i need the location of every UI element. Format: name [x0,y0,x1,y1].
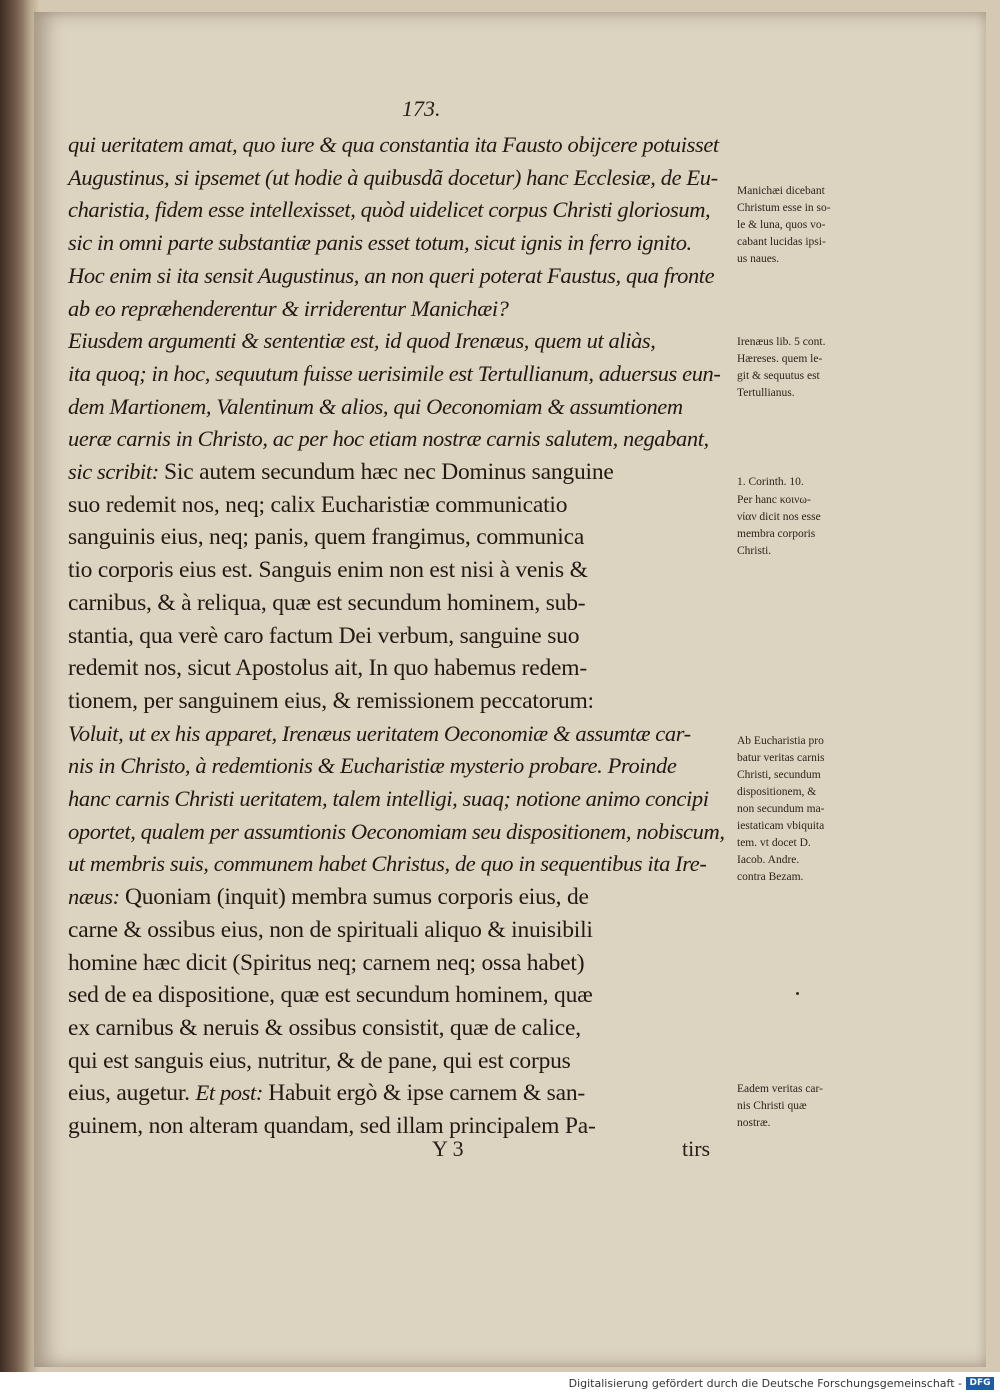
side-note-line: Iacob. Andre. [737,854,800,866]
text-segment: Sic autem secundum hæc nec Dominus sanguine [164,459,614,485]
text-segment: ut membris suis, communem habet Christus, de quo in sequentibus ita Ire- [68,851,707,877]
side-note [737,334,825,402]
text-line [68,328,656,354]
side-note-line: git & sequutus est [737,370,820,382]
text-segment: tio corporis eius est. Sanguis enim non est nisi à venis & [68,557,588,584]
text-line [68,197,710,223]
side-note [737,474,804,491]
page-number: 173. [402,96,441,121]
side-note-line: 1. Corinth. 10. [737,476,804,488]
side-note-line: Irenæus lib. 5 cont. [737,336,826,348]
side-note [737,492,821,560]
text-segment: Hoc enim si ita sensit Augustinus, an non queri poterat Faustus, qua fronte [68,262,715,288]
side-note-line: νίαν dicit nos esse [737,511,821,523]
text-line [68,1048,571,1075]
side-note-line: Ab Eucharistia pro [737,735,824,747]
text-segment: qui est sanguis eius, nutritur, & de pane, qui est corpus [68,1047,571,1074]
text-line [68,623,579,650]
text-line [68,1080,585,1107]
text-segment: homine hæc dicit (Spiritus neq; carnem neq; ossa habet) [68,949,585,976]
text-segment: Augustinus, si ipsemet (ut hodie à quibusdã docetur) hanc Ecclesiæ, de Eu- [68,164,718,190]
text-segment: sanguinis eius, neq; panis, quem frangimus, communica [68,524,585,551]
text-line [68,753,676,779]
text-segment: sed de ea dispositione, quæ est secundum hominem, quæ [68,982,593,1009]
text-segment: tionem, per sanguinem eius, & remissionem peccatorum: [68,687,594,714]
catchword: tirs [682,1136,711,1161]
signature-mark: Y 3 [432,1136,464,1161]
side-note-line: batur veritas carnis [737,752,825,764]
text-line [68,884,589,911]
ink-speck [796,992,799,995]
text-segment: Eiusdem argumenti & sententiæ est, id quod Irenæus, quem ut aliàs, [68,328,656,354]
text-segment: ita quoq; in hoc, sequutum fuisse uerisimile est Tertullianum, aduersus eun- [68,360,721,386]
text-line [68,655,587,682]
text-segment: dem Martionem, Valentinum & alios, qui Oeconomiam & assumtionem [68,393,683,419]
side-note-line: nostræ. [737,1117,771,1129]
side-note-line: iestaticam vbiquita [737,820,825,832]
text-line [68,917,593,944]
side-note-line: tem. vt docet D. [737,837,811,849]
text-segment: Et post: [195,1080,269,1106]
text-segment: Habuit ergò & ipse carnem & san- [268,1080,586,1107]
text-line [68,524,584,551]
side-note-line: Manichæi dicebant [737,185,825,197]
side-note-line: Christi. [737,545,772,557]
footer-bar [0,1372,1000,1395]
text-segment: carne & ossibus eius, non de spirituali aliquo & inuisibili [68,916,593,943]
text-line [68,394,683,420]
text-segment: stantia, qua verè caro factum Dei verbum, sanguine suo [68,622,580,649]
text-line [68,165,718,191]
text-segment: ueræ carnis in Christo, ac per hoc etiam nostræ carnis salutem, negabant, [68,426,709,452]
text-line [68,426,709,452]
footer-credit: Digitalisierung gefördert durch die Deutsche Forschungsgemeinschaft - [568,1377,962,1390]
text-segment: eius, augetur. [68,1080,196,1107]
side-note [737,1081,823,1132]
text-segment: Voluit, ut ex his apparet, Irenæus ueritatem Oeconomiæ & assumtæ car- [68,720,691,746]
side-note-line: non secundum ma- [737,803,825,815]
text-segment: ab eo repræhenderentur & irriderentur Manichæi? [68,295,509,321]
text-line [68,786,709,812]
side-note-line: nis Christi quæ [737,1100,807,1112]
text-segment: nis in Christo, à redemtionis & Eucharistiæ mysterio probare. Proinde [68,753,677,779]
dfg-logo: DFG [966,1377,994,1390]
text-line [68,361,721,387]
text-line [68,1015,581,1042]
side-note-line: contra Bezam. [737,871,804,883]
text-line [68,296,509,322]
side-note-line: Christum esse in so- [737,202,831,214]
text-segment: carnibus, & à reliqua, quæ est secundum hominem, sub- [68,589,586,616]
text-segment: suo redemit nos, neq; calix Eucharistiæ communicatio [68,491,568,518]
side-note-line: Tertullianus. [737,387,795,399]
text-line [68,950,584,977]
text-segment: guinem, non alteram quandam, sed illam principalem Pa- [68,1113,596,1139]
side-note-line: Per hanc κοινω- [737,494,811,506]
side-note-line: le & luna, quos vo- [737,219,826,231]
text-segment: næus: [68,884,125,910]
side-note [737,183,831,268]
text-segment: sic in omni parte substantiæ panis esset totum, sicut ignis in ferro ignito. [68,230,692,256]
text-line [68,492,567,519]
text-line [68,590,585,617]
text-line [68,230,692,256]
text-segment: hanc carnis Christi ueritatem, talem intelligi, suaq; notione animo concipi [68,786,709,811]
text-line [68,982,593,1009]
text-line [68,1113,596,1140]
text-segment: redemit nos, sicut Apostolus ait, In quo habemus redem- [68,655,587,682]
side-note-line: dispositionem, & [737,786,817,798]
text-line [68,132,719,158]
text-line [68,721,691,747]
text-line [68,263,714,289]
text-segment: Quoniam (inquit) membra sumus corporis eius, de [124,884,589,911]
text-segment: sic scribit: [68,459,165,484]
text-segment: qui ueritatem amat, quo iure & qua constantia ita Fausto obijcere potuisset [68,132,719,157]
text-segment: ex carnibus & neruis & ossibus consistit, quæ de calice, [68,1014,581,1041]
side-note-line: Christi, secundum [737,769,821,781]
text-line [68,851,706,877]
text-segment: oportet, qualem per assumtionis Oeconomiam seu dispositionem, nobiscum, [68,818,725,844]
side-note-line: membra corporis [737,528,816,540]
side-note-line: us naues. [737,253,780,265]
side-note [737,733,825,886]
side-note-line: Eadem veritas car- [737,1083,823,1095]
side-note-line: cabant lucidas ipsi- [737,236,826,248]
text-line [68,688,594,715]
text-line [68,459,614,486]
text-line [68,557,588,584]
text-line [68,819,725,845]
text-segment: charistia, fidem esse intellexisset, quòd uidelicet corpus Christi gloriosum, [68,197,711,223]
side-note-line: Hæreses. quem le- [737,353,823,365]
